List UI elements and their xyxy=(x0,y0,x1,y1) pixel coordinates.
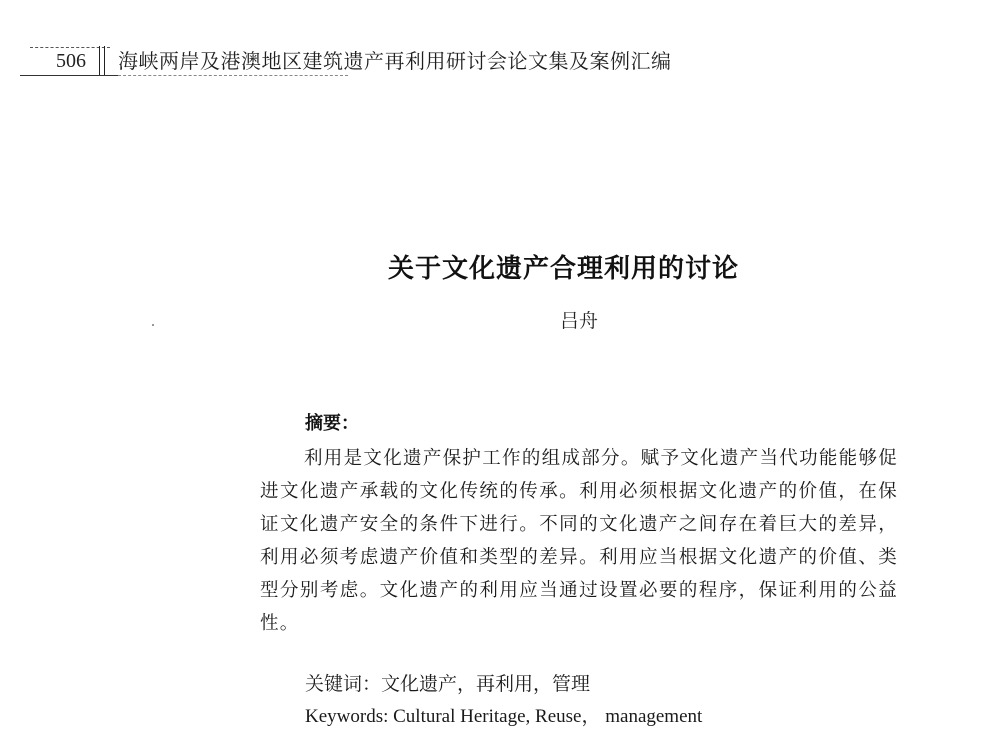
journal-title: 海峡两岸及港澳地区建筑遗产再利用研讨会论文集及案例汇编 xyxy=(118,49,672,73)
header-rule-bottom xyxy=(20,75,118,76)
keywords-chinese: 关键词：文化遗产，再利用，管理 xyxy=(305,673,591,695)
header-divider xyxy=(99,46,105,76)
paper-title: 关于文化遗产合理利用的讨论 xyxy=(388,254,740,284)
abstract-body: 利用是文化遗产保护工作的组成部分。赋予文化遗产当代功能能够促进文化遗产承载的文化传统的传承。利用必须根据文化遗产的价值，在保证文化遗产安全的条件下进行。不同的文化遗产之间存在着巨大的差异，利用必须考虑遗产价值和类型的差异。利用应当根据文化遗产的价值、类型分别考虑。文化遗产的利用应当通过设置必要的程序，保证利用的公益性。 xyxy=(260,448,898,634)
abstract-heading: 摘要： xyxy=(305,413,359,434)
header-rule-bottom-dashed xyxy=(118,75,348,76)
author-name: 吕舟 xyxy=(560,310,599,332)
keywords-english: Keywords: Cultural Heritage, Reuse， management xyxy=(305,706,703,727)
page-number: 506 xyxy=(56,50,86,72)
running-header xyxy=(0,40,1000,84)
scan-speck xyxy=(152,324,154,326)
header-rule-top xyxy=(30,47,110,48)
